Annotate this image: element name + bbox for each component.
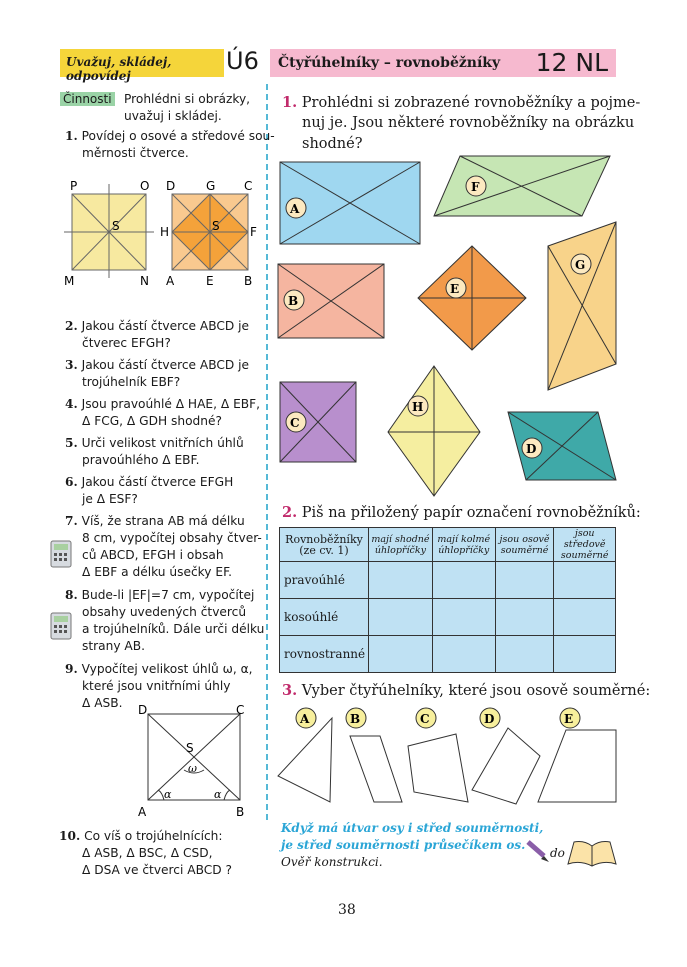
- task-10: 10. Co víš o trojúhelnících:: [59, 829, 223, 843]
- square-abcd-figure: [130, 702, 260, 820]
- task-8-line-4: strany AB.: [82, 639, 145, 653]
- label-A: A: [166, 274, 175, 288]
- shape-label-C: C: [290, 416, 300, 430]
- quad-label-C: C: [420, 712, 430, 726]
- chapter-code: 12 NL: [535, 48, 608, 77]
- calculator-icon-2: [50, 612, 72, 640]
- table-cell: [495, 599, 554, 636]
- label-D3: D: [138, 703, 148, 717]
- task-9-line-2: které jsou vnitřními úhly: [82, 679, 231, 693]
- shape-label-H: H: [412, 400, 424, 414]
- table-header-2: mají kolmé úhlopříčky: [432, 528, 495, 562]
- quad-label-D: D: [484, 712, 495, 726]
- table-cell: [432, 599, 495, 636]
- shape-label-D: D: [526, 442, 537, 456]
- task-8: 8. Bude-li |EF|=7 cm, vypočítej: [65, 588, 255, 602]
- label-M: M: [64, 274, 75, 288]
- label-alpha-2: α: [214, 788, 222, 801]
- task-4: 4. Jsou pravoúhlé Δ HAE, Δ EBF,: [65, 397, 261, 411]
- table-row-label: kosoúhlé: [280, 599, 369, 636]
- task-5: 5. Urči velikost vnitřních úhlů: [65, 436, 244, 450]
- task-7-line-2: 8 cm, vypočítej obsahy čtver-: [82, 531, 262, 545]
- table-header-4: jsou středově souměrné: [554, 528, 616, 562]
- column-divider: [266, 84, 268, 820]
- shape-label-E: E: [450, 282, 460, 296]
- label-S2: S: [212, 219, 220, 233]
- label-S: S: [112, 219, 120, 233]
- task-10-line-2: Δ ASB, Δ BSC, Δ CSD,: [82, 846, 213, 860]
- task-2-line-2: čtverec EFGH?: [82, 336, 171, 350]
- table-cell: [495, 562, 554, 599]
- task-7: 7. Víš, že strana AB má délku: [65, 514, 245, 528]
- label-alpha-1: α: [164, 788, 172, 801]
- section-label: Uvažuj, skládej, odpovídej: [60, 49, 224, 77]
- page-number: 38: [338, 902, 356, 918]
- label-C: C: [244, 179, 253, 193]
- task-6-line-2: je Δ ESF?: [82, 492, 138, 506]
- question-1-line-2: nuj je. Jsou některé rovnoběžníky na obrázku: [302, 115, 635, 131]
- rule-note: [281, 820, 543, 871]
- label-D: D: [166, 179, 176, 193]
- task-6: 6. Jakou částí čtverce EFGH: [65, 475, 234, 489]
- table-cell: [369, 599, 433, 636]
- label-A3: A: [138, 805, 147, 819]
- task-2: 2. Jakou částí čtverce ABCD je: [65, 319, 250, 333]
- do-label: do: [550, 846, 565, 860]
- task-1: 1. Povídej o osové a středové sou-: [65, 129, 275, 143]
- intro-line-1: Prohlédni si obrázky,: [124, 92, 251, 106]
- table-cell: [554, 562, 616, 599]
- task-4-line-2: Δ FCG, Δ GDH shodné?: [82, 414, 222, 428]
- calculator-icon: [50, 540, 72, 568]
- shape-label-A: A: [290, 202, 300, 216]
- intro-line-2: uvažuj i skládej.: [124, 109, 222, 123]
- chapter-title: Čtyřúhelníky – rovnoběžníky: [278, 55, 501, 71]
- table-header-3: jsou osově souměrné: [495, 528, 554, 562]
- task-8-line-3: a trojúhelníků. Dále urči délku: [82, 622, 265, 636]
- label-O: O: [140, 179, 150, 193]
- task-7-line-3: ců ABCD, EFGH i obsah: [82, 548, 224, 562]
- task-7-line-4: Δ EBF a délku úsečky EF.: [82, 565, 233, 579]
- label-N: N: [140, 274, 149, 288]
- question-2: 2. Piš na přiložený papír označení rovnoběžníků:: [282, 504, 641, 521]
- label-C3: C: [236, 703, 245, 717]
- task-9: 9. Vypočítej velikost úhlů ω, α,: [65, 662, 253, 676]
- section-code: Ú6: [226, 47, 259, 75]
- table-row-label: rovnostranné: [280, 636, 369, 673]
- task-3-line-2: trojúhelník EBF?: [82, 375, 181, 389]
- task-1-line-2: měrnosti čtverce.: [82, 146, 189, 160]
- parallelogram-table: [279, 527, 616, 673]
- pencil-icon: [524, 836, 550, 864]
- table-cell: [495, 636, 554, 673]
- note-line-1: Když má útvar osy i střed souměrnosti,: [281, 821, 544, 835]
- quad-label-B: B: [350, 712, 361, 726]
- label-E: E: [206, 274, 214, 288]
- chapter-title-bar: [270, 49, 616, 77]
- label-F: F: [250, 225, 257, 239]
- task-10-line-3: Δ DSA ve čtverci ABCD ?: [82, 863, 232, 877]
- label-H: H: [160, 225, 170, 239]
- shape-label-F: F: [471, 180, 480, 194]
- quadrilaterals-figure: [270, 706, 620, 810]
- quad-label-A: A: [300, 712, 310, 726]
- quad-label-E: E: [564, 712, 574, 726]
- task-9-line-3: Δ ASB.: [82, 696, 123, 710]
- table-cell: [432, 636, 495, 673]
- task-3: 3. Jakou částí čtverce ABCD je: [65, 358, 250, 372]
- shape-label-G: G: [575, 258, 586, 272]
- label-S3: S: [186, 741, 194, 755]
- task-5-line-2: pravoúhlého Δ EBF.: [82, 453, 200, 467]
- label-G: G: [206, 179, 216, 193]
- shape-label-B: B: [288, 294, 299, 308]
- label-omega: ω: [188, 762, 197, 775]
- table-cell: [554, 599, 616, 636]
- task-8-line-2: obsahy uvedených čtverců: [82, 605, 247, 619]
- question-1: 1. Prohlédni si zobrazené rovnoběžníky a pojme-: [282, 94, 641, 111]
- label-B3: B: [236, 805, 245, 819]
- table-cell: [369, 562, 433, 599]
- note-line-3: Ověř konstrukci.: [281, 855, 383, 869]
- activities-badge: Činnosti: [60, 91, 115, 108]
- label-B: B: [244, 274, 253, 288]
- label-P: P: [70, 179, 78, 193]
- question-1-line-3: shodné?: [302, 136, 363, 152]
- table-row-label: pravoúhlé: [280, 562, 369, 599]
- table-cell: [432, 562, 495, 599]
- note-line-2: je střed souměrnosti průsečíkem os.: [281, 838, 526, 852]
- table-header-0: Rovnoběžníky (ze cv. 1): [280, 528, 369, 562]
- notebook-icon: [566, 838, 618, 868]
- square-symmetry-figures: [60, 178, 266, 288]
- table-header-1: mají shodné úhlopříčky: [369, 528, 433, 562]
- table-cell: [369, 636, 433, 673]
- table-cell: [554, 636, 616, 673]
- parallelograms-figure: [270, 150, 620, 500]
- question-3: 3. Vyber čtyřúhelníky, které jsou osově souměrné:: [282, 682, 651, 699]
